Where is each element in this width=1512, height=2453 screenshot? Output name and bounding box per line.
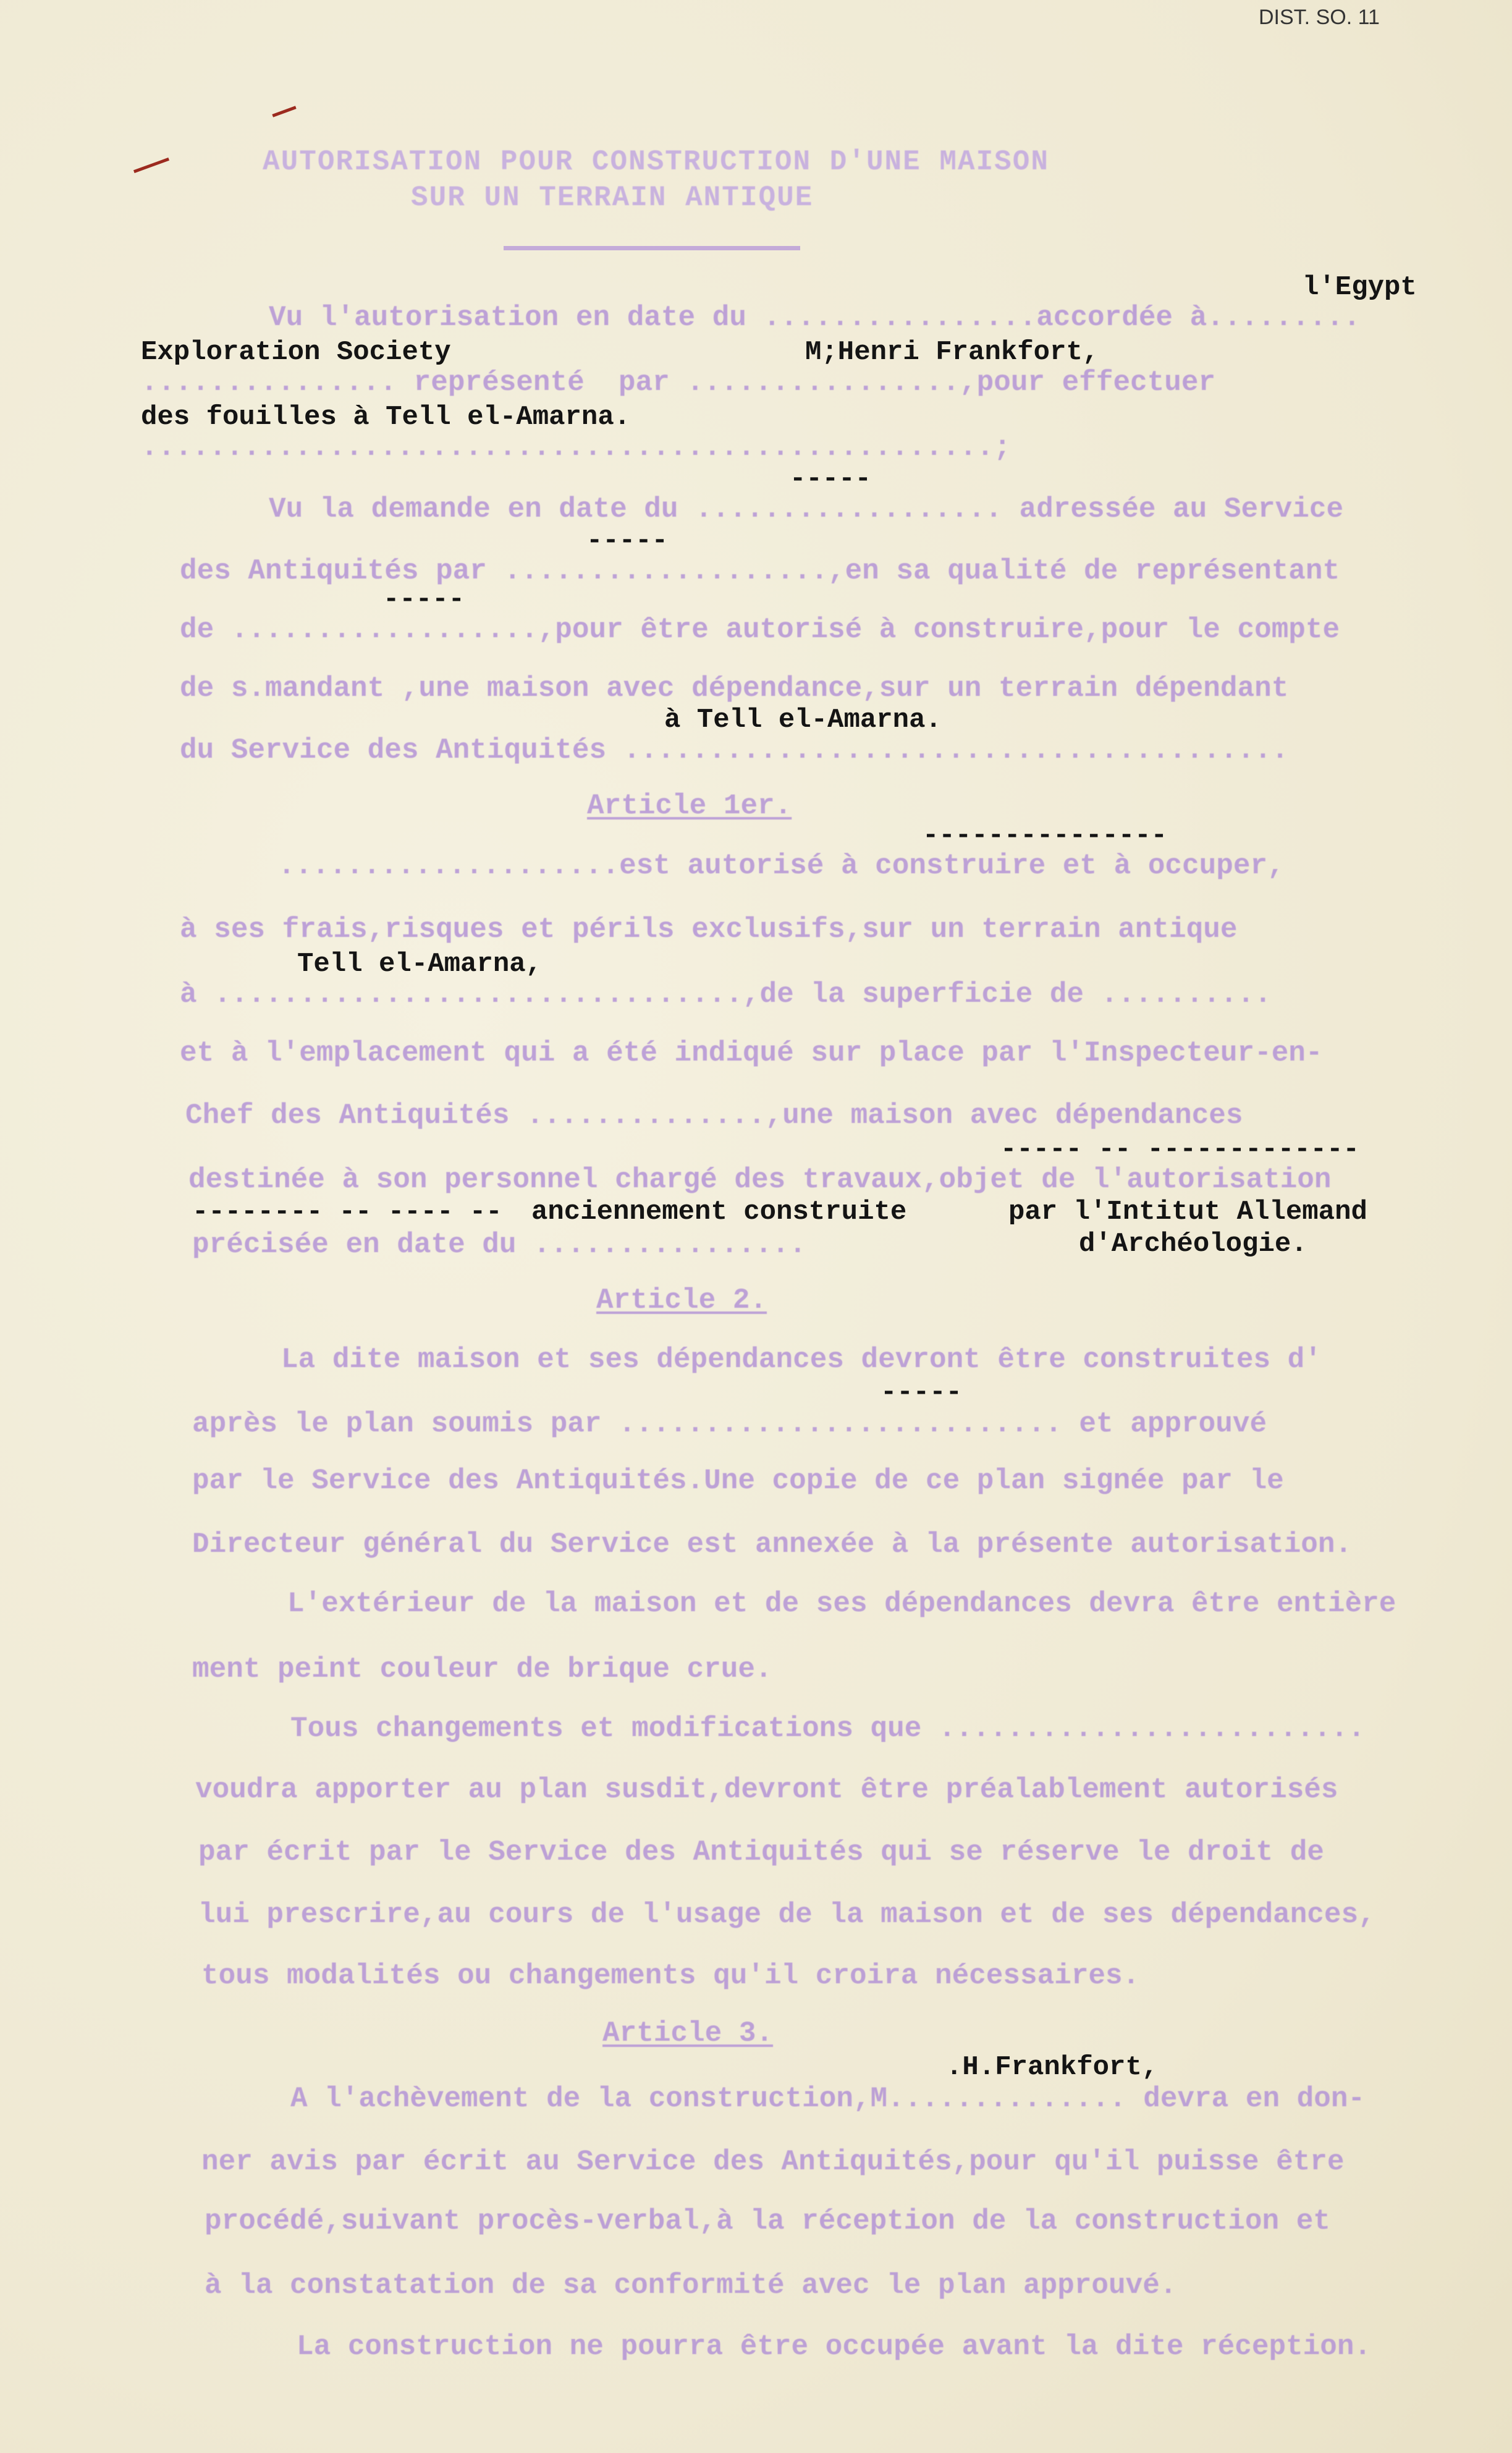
article-heading: Article 2. xyxy=(596,1284,767,1316)
typed-entry-institute: par l'Intitut Allemand xyxy=(1008,1197,1367,1227)
form-line: destinée à son personnel chargé des travaux,objet de l'autorisation xyxy=(188,1164,1332,1196)
form-line: et à l'emplacement qui a été indiqué sur place par l'Inspecteur-en- xyxy=(180,1037,1323,1069)
typed-strikeout: ----- xyxy=(881,1377,963,1408)
form-line: à ses frais,risques et périls exclusifs,sur un terrain antique xyxy=(180,913,1238,946)
form-line: La construction ne pourra être occupée avant la dite réception. xyxy=(297,2331,1372,2363)
typed-strikeout: ----- xyxy=(586,525,669,556)
form-line: des Antiquités par ...................,en sa qualité de représentant xyxy=(180,555,1340,587)
form-line: ner avis par écrit au Service des Antiquités,pour qu'il puisse être xyxy=(201,2146,1345,2178)
article-heading: Article 1er. xyxy=(587,790,792,822)
form-line: Vu l'autorisation en date du ................accordée à......... xyxy=(269,302,1361,334)
form-line: à la constatation de sa conformité avec le plan approuvé. xyxy=(205,2269,1177,2302)
form-line: de ..................,pour être autorisé à construire,pour le compte xyxy=(180,614,1340,646)
form-line: tous modalités ou changements qu'il croira nécessaires. xyxy=(201,1960,1140,1992)
ink-mark xyxy=(133,158,169,173)
form-line: de s.mandant ,une maison avec dépendance,sur un terrain dépendant xyxy=(180,672,1289,705)
typed-strikeout: ----- xyxy=(383,584,465,615)
typed-entry-recipient: l'Egypt xyxy=(1303,272,1417,303)
typed-strikeout: ----- -- ------------- xyxy=(1000,1134,1359,1165)
form-line: à ...............................,de la superficie de .......... xyxy=(180,978,1272,1010)
typed-entry-society: Exploration Society xyxy=(141,337,451,368)
form-line: La dite maison et ses dépendances devront être construites d' xyxy=(281,1344,1322,1376)
form-line: Vu la demande en date du .................. adressée au Service xyxy=(269,493,1344,525)
form-line: ............... représenté par ................,pour effectuer xyxy=(141,366,1216,399)
typed-entry-location: à Tell el-Amarna. xyxy=(664,705,942,735)
form-line: ..................................................; xyxy=(141,431,1011,464)
typed-strikeout: --------------- xyxy=(923,820,1168,851)
form-line: Tous changements et modifications que ......................... xyxy=(290,1713,1366,1745)
form-line: lui prescrire,au cours de l'usage de la maison et de ses dépendances, xyxy=(198,1899,1375,1931)
form-line: précisée en date du ................ xyxy=(192,1229,806,1261)
typed-entry-representative: M;Henri Frankfort, xyxy=(805,337,1099,368)
document-title: AUTORISATION POUR CONSTRUCTION D'UNE MAISON xyxy=(263,146,1049,178)
article-heading: Article 3. xyxy=(602,2017,774,2049)
archive-reference: DIST. SO. 11 xyxy=(1259,6,1380,29)
typed-entry-purpose: des fouilles à Tell el-Amarna. xyxy=(141,402,631,433)
typed-entry-name: .H.Frankfort, xyxy=(946,2052,1159,2083)
typed-entry-location: Tell el-Amarna, xyxy=(297,949,543,980)
form-line: L'extérieur de la maison et de ses dépendances devra être entière xyxy=(287,1588,1396,1620)
form-line: voudra apporter au plan susdit,devront être préalablement autorisés xyxy=(195,1774,1338,1806)
form-line: Chef des Antiquités ..............,une maison avec dépendances xyxy=(185,1099,1243,1132)
form-line: après le plan soumis par .......................... et approuvé xyxy=(192,1408,1267,1440)
typed-entry-note: anciennement construite xyxy=(531,1197,907,1227)
document-subtitle: SUR UN TERRAIN ANTIQUE xyxy=(411,182,814,214)
title-underline xyxy=(504,246,800,250)
typed-entry-institute: d'Archéologie. xyxy=(1079,1229,1307,1260)
form-line: par écrit par le Service des Antiquités qui se réserve le droit de xyxy=(198,1836,1324,1868)
form-line: Directeur général du Service est annexée à la présente autorisation. xyxy=(192,1528,1353,1561)
form-line: A l'achèvement de la construction,M.............. devra en don- xyxy=(290,2083,1366,2115)
form-line: ment peint couleur de brique crue. xyxy=(192,1653,772,1685)
form-line: procédé,suivant procès-verbal,à la réception de la construction et xyxy=(205,2205,1330,2237)
typed-strikeout: -------- -- ---- -- xyxy=(192,1197,502,1227)
form-line: par le Service des Antiquités.Une copie de ce plan signée par le xyxy=(192,1465,1284,1497)
form-line: ....................est autorisé à construire et à occuper, xyxy=(278,850,1285,882)
ink-mark xyxy=(272,106,296,117)
typed-strikeout: ----- xyxy=(790,464,872,494)
form-line: du Service des Antiquités ....................................... xyxy=(180,734,1289,766)
